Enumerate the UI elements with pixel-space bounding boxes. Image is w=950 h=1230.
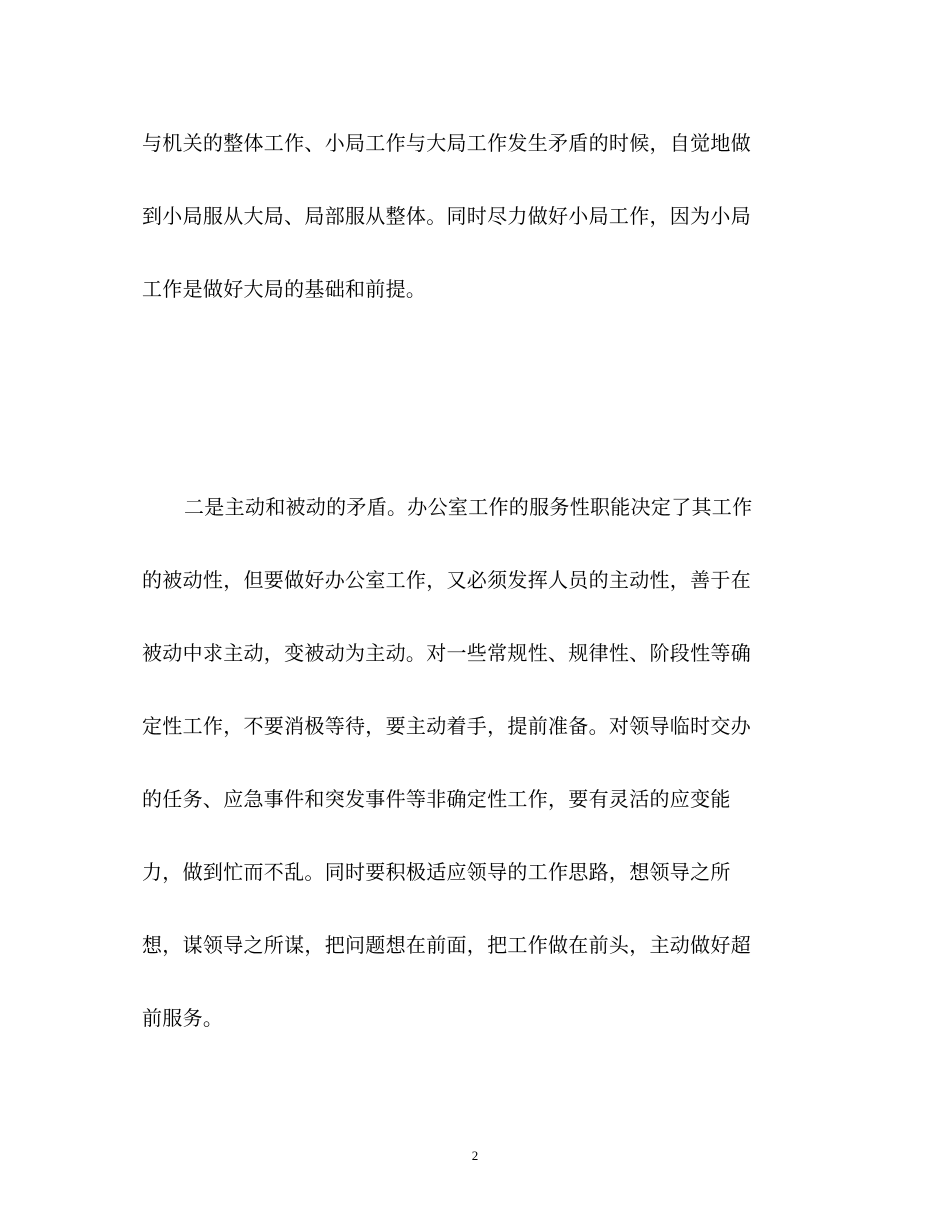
paragraph-1-line-2: 到小局服从大局、局部服从整体。同时尽力做好小局工作，因为小局 (142, 204, 751, 228)
paragraph-2-line-5: 的任务、应急事件和突发事件等非确定性工作，要有灵活的应变能 (142, 787, 731, 811)
paragraph-2-line-7: 想，谋领导之所谋，把问题想在前面，把工作做在前头，主动做好超 (142, 933, 751, 957)
paragraph-1-line-3: 工作是做好大局的基础和前提。 (142, 277, 427, 301)
paragraph-2-line-6: 力，做到忙而不乱。同时要积极适应领导的工作思路，想领导之所 (142, 860, 731, 884)
paragraph-2-line-3: 被动中求主动，变被动为主动。对一些常规性、规律性、阶段性等确 (142, 641, 751, 665)
paragraph-2-line-8: 前服务。 (142, 1006, 224, 1030)
paragraph-1-line-1: 与机关的整体工作、小局工作与大局工作发生矛盾的时候，自觉地做 (142, 131, 751, 155)
paragraph-2-line-1: 二是主动和被动的矛盾。办公室工作的服务性职能决定了其工作 (184, 495, 753, 519)
paragraph-2-line-4: 定性工作，不要消极等待，要主动着手，提前准备。对领导临时交办 (142, 714, 751, 738)
paragraph-2-line-2: 的被动性，但要做好办公室工作，又必须发挥人员的主动性，善于在 (142, 568, 751, 592)
page-number: 2 (471, 1148, 479, 1163)
